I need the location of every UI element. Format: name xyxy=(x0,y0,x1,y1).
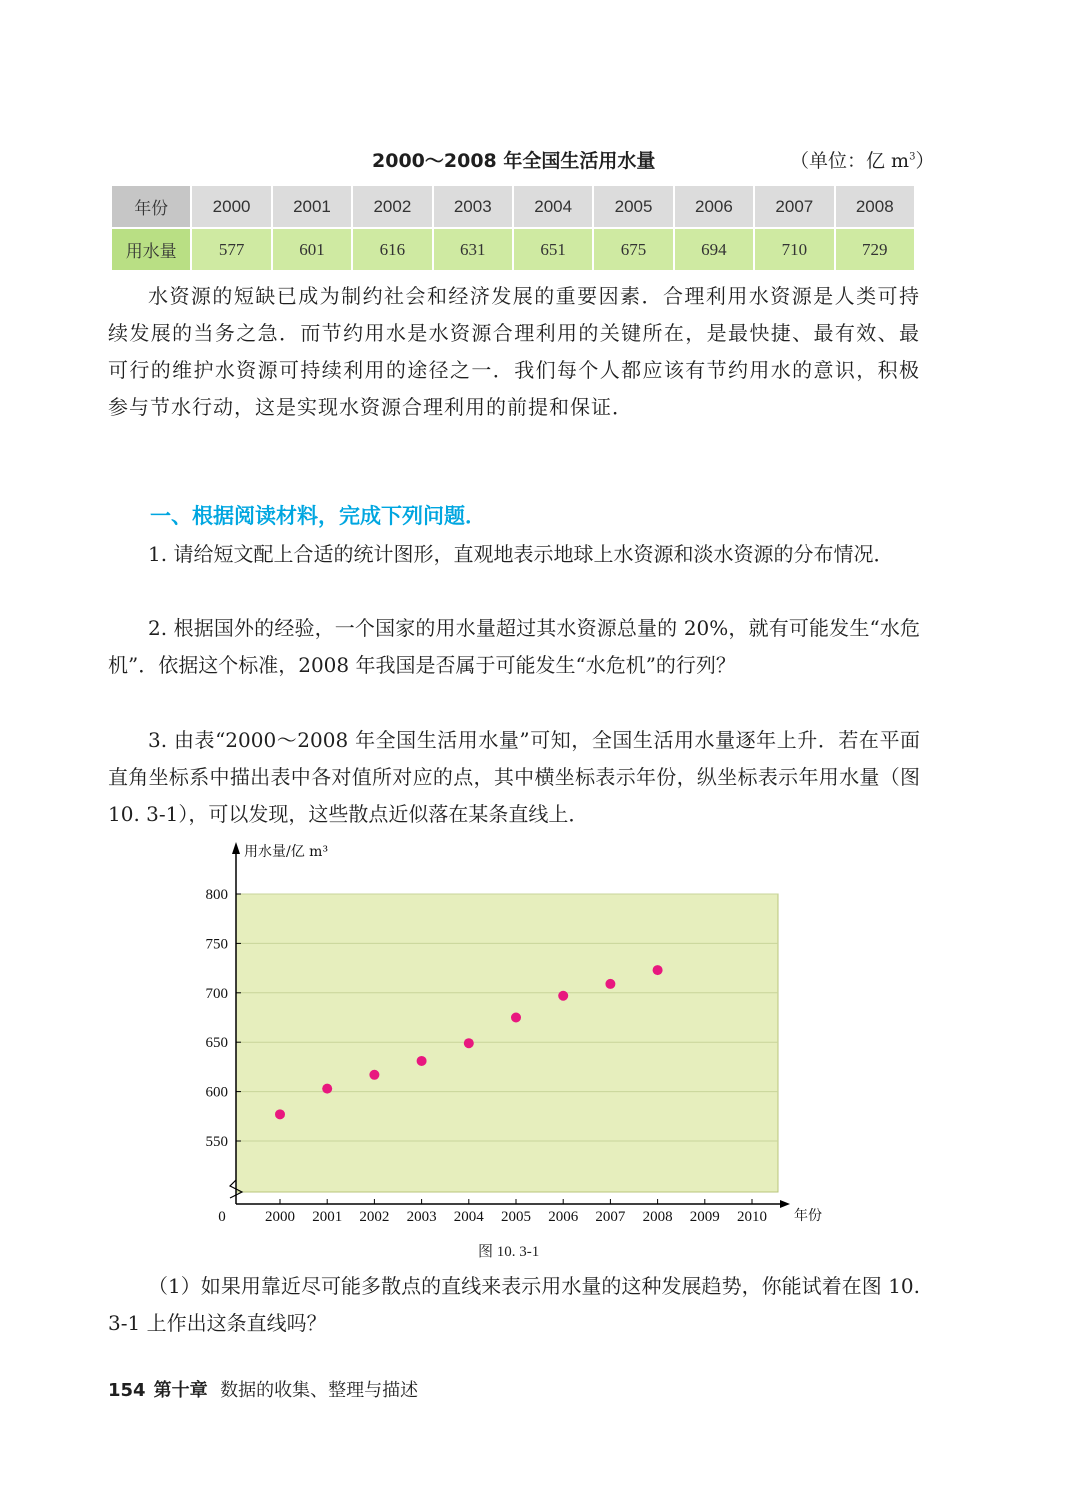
data-point xyxy=(417,1056,427,1066)
usage-cell: 651 xyxy=(513,228,593,271)
usage-cell: 601 xyxy=(272,228,352,271)
data-point xyxy=(511,1013,521,1023)
y-tick-label: 600 xyxy=(205,1084,228,1101)
usage-cell: 577 xyxy=(191,228,271,271)
x-tick-label: 2010 xyxy=(737,1209,767,1225)
y-tick-label: 750 xyxy=(205,936,228,953)
x-tick-label: 2004 xyxy=(453,1209,484,1225)
table-row-usage xyxy=(111,228,915,271)
x-tick-label: 2003 xyxy=(406,1209,437,1225)
table-title: 2000～2008 年全国生活用水量 xyxy=(372,150,656,172)
question-3: 3. 由表“2000～2008 年全国生活用水量”可知，全国生活用水量逐年上升．若在平面直角坐标系中描出表中各对值所对应的点，其中横坐标表示年份，纵坐标表示年用水量（图 10. 3-1），可以发现，这些散点近似落在某条直线上． xyxy=(108,728,920,826)
question-1: 1. 请给短文配上合适的统计图形，直观地表示地球上水资源和淡水资源的分布情况． xyxy=(148,542,894,566)
scatter-chart xyxy=(180,836,840,1236)
data-point xyxy=(558,991,568,1001)
y-axis-title: 用水量/亿 m³ xyxy=(244,844,329,860)
x-tick-label: 2000 xyxy=(265,1209,295,1225)
page-footer xyxy=(108,1376,418,1402)
data-point xyxy=(464,1038,474,1048)
year-cell: 2004 xyxy=(513,185,593,228)
y-tick-label: 800 xyxy=(205,887,228,903)
subquestion-1: （1）如果用靠近尽可能多散点的直线来表示用水量的这种发展趋势，你能试着在图 10. 3-1 上作出这条直线吗？ xyxy=(108,1274,920,1335)
data-point xyxy=(369,1070,379,1080)
chapter-number: 第十章 xyxy=(153,1380,208,1401)
usage-cell: 710 xyxy=(754,228,834,271)
x-tick-label: 2002 xyxy=(359,1209,390,1225)
origin-label: 0 xyxy=(218,1209,226,1225)
y-axis-arrow xyxy=(232,842,240,854)
x-tick-label: 2007 xyxy=(595,1209,626,1225)
year-cell: 2005 xyxy=(593,185,673,228)
figure-caption: 图 10. 3-1 xyxy=(478,1244,540,1260)
x-axis-arrow xyxy=(780,1200,790,1208)
data-point xyxy=(653,965,663,975)
y-tick-label: 550 xyxy=(205,1134,228,1150)
year-cell: 2000 xyxy=(191,185,271,228)
usage-cell: 694 xyxy=(674,228,754,271)
year-cell: 2008 xyxy=(835,185,915,228)
usage-cell: 675 xyxy=(593,228,673,271)
chapter-title: 数据的收集、整理与描述 xyxy=(220,1380,419,1401)
plot-area xyxy=(236,894,778,1192)
page-number: 154 xyxy=(108,1380,146,1401)
row-header-usage: 用水量 xyxy=(111,228,191,271)
table-unit: （单位：亿 $m^3$） xyxy=(790,150,935,172)
x-tick-label: 2006 xyxy=(548,1209,579,1225)
section-heading: 一、根据阅读材料，完成下列问题． xyxy=(150,504,486,528)
question-2: 2. 根据国外的经验，一个国家的用水量超过其水资源总量的 20%，就有可能发生“水危机”．依据这个标准，2008 年我国是否属于可能发生“水危机”的行列？ xyxy=(108,616,920,677)
y-tick-label: 700 xyxy=(205,985,228,1002)
usage-cell: 631 xyxy=(433,228,513,271)
y-tick-label: 650 xyxy=(205,1035,228,1052)
year-cell: 2007 xyxy=(754,185,834,228)
x-tick-label: 2008 xyxy=(642,1209,673,1225)
row-header-year: 年份 xyxy=(111,185,191,228)
year-cell: 2001 xyxy=(272,185,352,228)
x-tick-label: 2005 xyxy=(501,1209,531,1225)
x-axis-title: 年份 xyxy=(794,1208,822,1224)
table-row-years xyxy=(111,185,915,228)
year-cell: 2003 xyxy=(433,185,513,228)
usage-cell: 616 xyxy=(352,228,432,271)
x-tick-label: 2009 xyxy=(689,1209,720,1225)
year-cell: 2006 xyxy=(674,185,754,228)
year-cell: 2002 xyxy=(352,185,432,228)
data-point xyxy=(605,979,615,989)
data-point xyxy=(275,1109,285,1119)
usage-cell: 729 xyxy=(835,228,915,271)
data-point xyxy=(322,1084,332,1094)
x-tick-label: 2001 xyxy=(312,1209,343,1225)
water-usage-table xyxy=(110,184,916,272)
reading-paragraph: 水资源的短缺已成为制约社会和经济发展的重要因素．合理利用水资源是人类可持续发展的当务之急．而节约用水是水资源合理利用的关键所在，是最快捷、最有效、最可行的维护水资源可持续利用的途径之一．我们每个人都应该有节约用水的意识，积极参与节水行动，这是实现水资源合理利用的前提和保证． xyxy=(108,284,920,419)
